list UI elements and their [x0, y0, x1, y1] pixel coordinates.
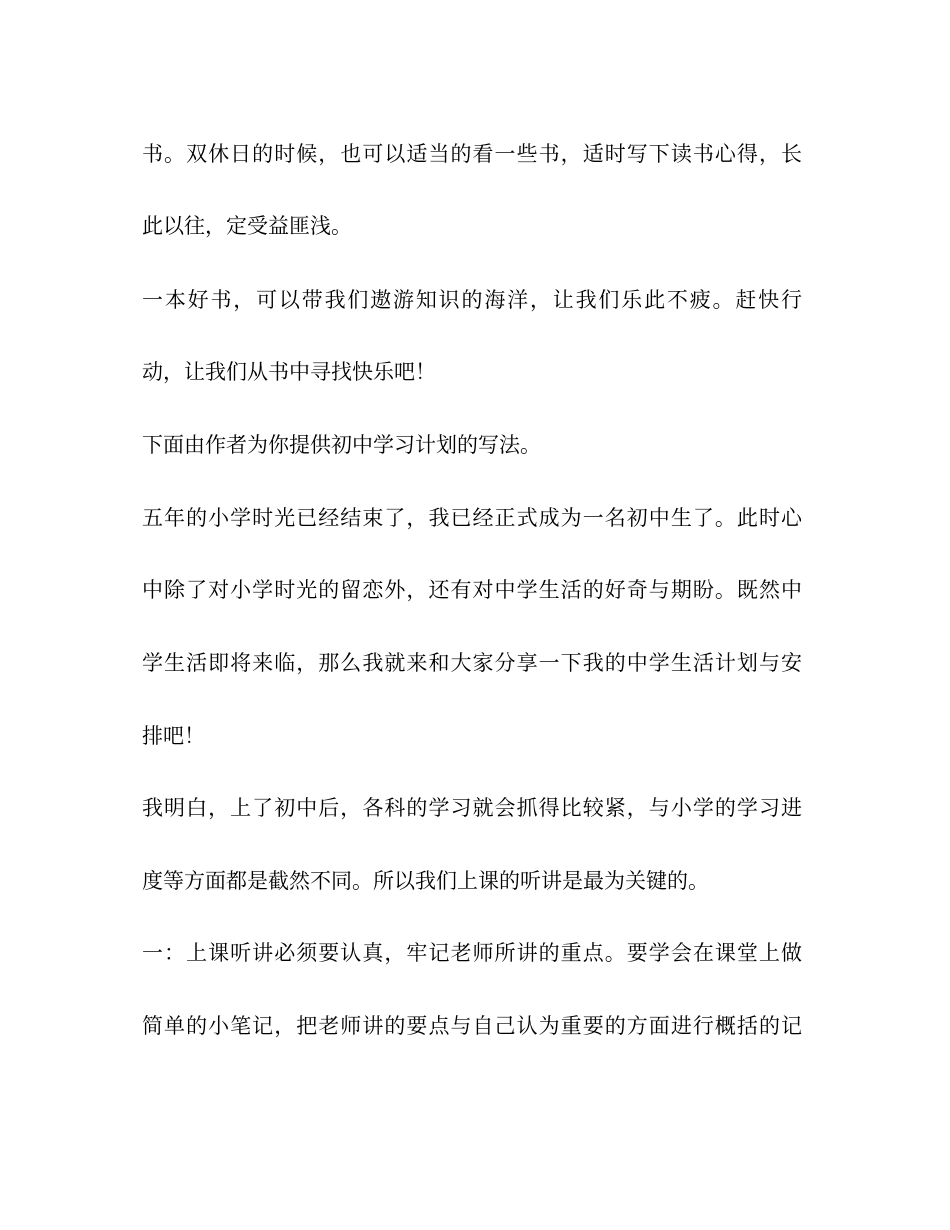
text-line-9: 排吧！	[142, 724, 205, 748]
text-line-7: 中除了对小学时光的留恋外，还有对中学生活的好奇与期盼。既然中	[142, 578, 802, 602]
text-line-12: 一：上课听讲必须要认真，牢记老师所讲的重点。要学会在课堂上做	[142, 941, 802, 965]
text-line-6: 五年的小学时光已经结束了，我已经正式成为一名初中生了。此时心	[142, 506, 802, 530]
text-line-4: 动，让我们从书中寻找快乐吧！	[142, 360, 436, 384]
text-line-3: 一本好书，可以带我们遨游知识的海洋，让我们乐此不疲。赶快行	[142, 288, 802, 312]
text-line-10: 我明白，上了初中后，各科的学习就会抓得比较紧，与小学的学习进	[142, 796, 802, 820]
text-line-5: 下面由作者为你提供初中学习计划的写法。	[142, 433, 541, 457]
text-line-11: 度等方面都是截然不同。所以我们上课的听讲是最为关键的。	[142, 869, 709, 893]
text-line-13: 简单的小笔记，把老师讲的要点与自己认为重要的方面进行概括的记	[142, 1014, 802, 1038]
text-line-1: 书。双休日的时候，也可以适当的看一些书，适时写下读书心得，长	[142, 142, 802, 166]
text-line-8: 学生活即将来临，那么我就来和大家分享一下我的中学生活计划与安	[142, 651, 802, 675]
text-line-2: 此以往，定受益匪浅。	[142, 214, 352, 238]
